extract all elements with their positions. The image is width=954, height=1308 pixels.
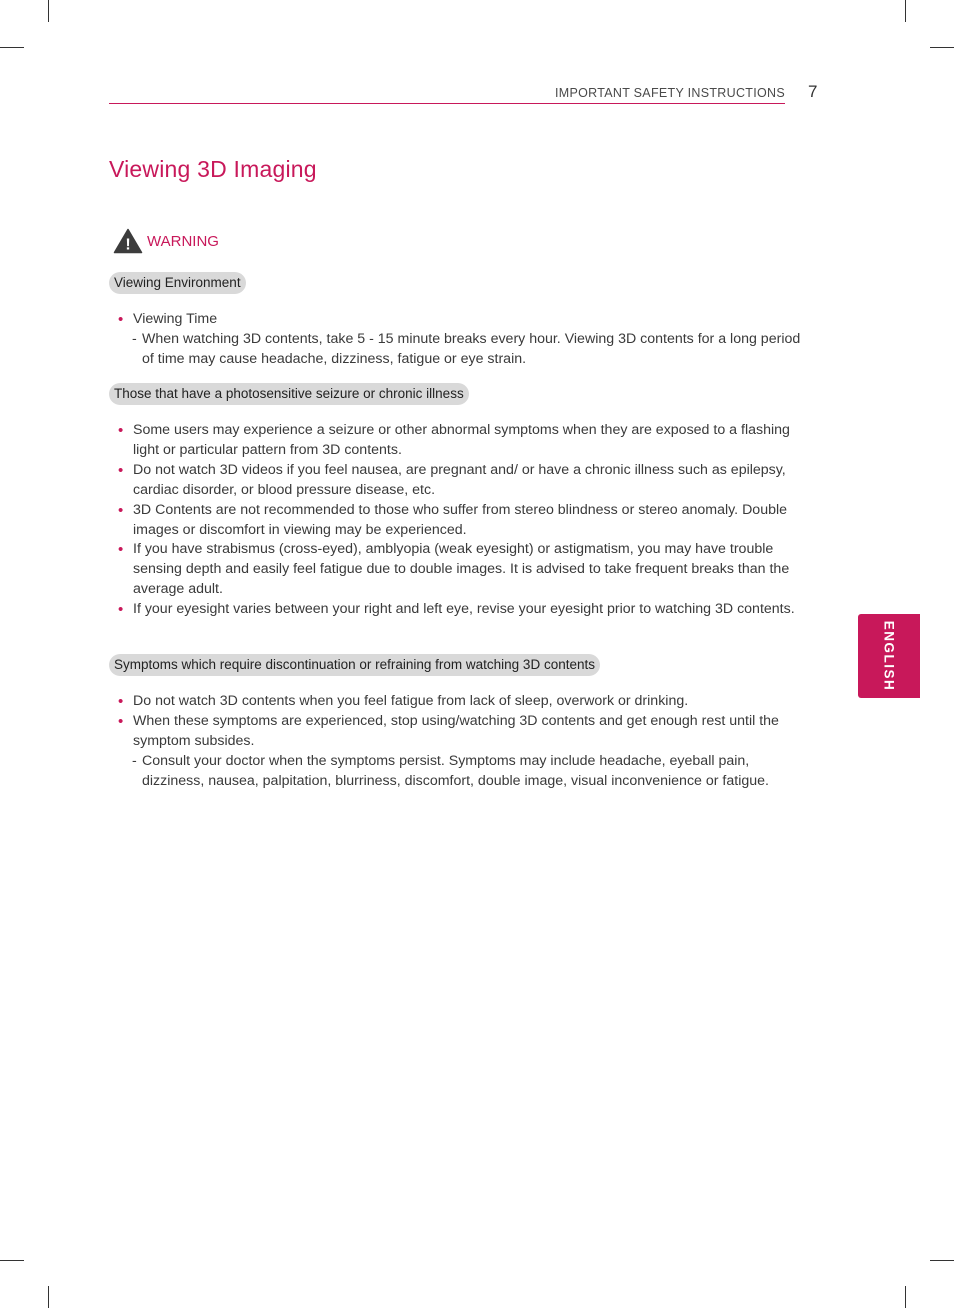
list-item — [118, 712, 813, 752]
sub-item — [133, 330, 813, 370]
bullet-icon: • — [118, 693, 124, 710]
list-item — [118, 501, 813, 541]
sub-item — [133, 752, 813, 792]
crop-mark — [48, 0, 49, 22]
list-item — [118, 421, 813, 461]
crop-mark — [48, 1286, 49, 1308]
language-tab-label: ENGLISH — [881, 620, 897, 692]
section-heading-symptoms: Symptoms which require discontinuation or refraining from watching 3D contents — [109, 654, 600, 676]
warning-exclamation: ! — [125, 236, 131, 254]
page-number: 7 — [808, 82, 818, 101]
section-list-viewing-environment — [118, 310, 813, 370]
language-tab — [858, 614, 920, 698]
dash-marker: - — [132, 330, 137, 347]
sub-item-text: Consult your doctor when the symptoms persist. Symptoms may include headache, eyeball pain, dizziness, nausea, palpitation, blurriness, discomfort, double image, visual inconvenience or fatigue. — [142, 752, 769, 789]
list-item-text: Viewing Time — [133, 311, 218, 327]
page-title: Viewing 3D Imaging — [109, 156, 317, 182]
crop-mark — [930, 47, 954, 48]
bullet-icon: • — [118, 712, 124, 730]
crop-mark — [0, 47, 24, 48]
list-item-text: 3D Contents are not recommended to those who suffer from stereo blindness or stereo anomaly. Double images or discomfort in viewing may be experienced. — [133, 501, 788, 538]
list-item-text: If your eyesight varies between your right and left eye, revise your eyesight prior to watching 3D contents. — [133, 601, 795, 618]
section-heading-photosensitive: Those that have a photosensitive seizure or chronic illness — [109, 383, 469, 405]
crop-mark — [905, 1286, 906, 1308]
list-item-text: Some users may experience a seizure or other abnormal symptoms when they are exposed to a flashing light or particular pattern from 3D contents. — [133, 422, 790, 458]
crop-mark — [930, 1260, 954, 1261]
bullet-icon: • — [118, 541, 124, 559]
bullet-icon: • — [118, 601, 124, 619]
header-rule — [109, 103, 785, 104]
running-header: IMPORTANT SAFETY INSTRUCTIONS — [554, 86, 785, 100]
bullet-icon: • — [118, 311, 124, 328]
list-item — [118, 600, 813, 620]
list-item-text: Do not watch 3D contents when you feel fatigue from lack of sleep, overwork or drinking. — [133, 693, 689, 709]
crop-mark — [905, 0, 906, 22]
list-item — [118, 540, 813, 600]
list-item — [118, 692, 813, 712]
warning-label: WARNING — [147, 233, 219, 250]
section-heading-viewing-environment: Viewing Environment — [109, 272, 246, 294]
sub-item-text: When watching 3D contents, take 5 - 15 minute breaks every hour. Viewing 3D contents for a long period of time may cause headache, dizziness, fatigue or eye strain. — [142, 330, 801, 367]
list-item-text: Do not watch 3D videos if you feel nausea, are pregnant and/ or have a chronic illness such as epilepsy, cardiac disorder, or blood pressure disease, etc. — [133, 461, 786, 498]
list-item-text: If you have strabismus (cross-eyed), amblyopia (weak eyesight) or astigmatism, you may have trouble sensing depth and easily feel fatigue due to double images. It is advised to take frequent breaks than the average adult. — [133, 541, 790, 598]
warning-triangle-icon — [113, 228, 143, 254]
bullet-icon: • — [118, 501, 124, 519]
crop-mark — [0, 1260, 24, 1261]
list-item — [118, 461, 813, 501]
section-list-photosensitive — [118, 421, 813, 620]
bullet-icon: • — [118, 461, 124, 479]
bullet-icon: • — [118, 422, 124, 439]
list-item-text: When these symptoms are experienced, stop using/watching 3D contents and get enough rest until the symptom subsides. — [133, 712, 779, 749]
dash-marker: - — [132, 752, 137, 769]
list-item — [118, 310, 813, 330]
section-list-symptoms — [118, 692, 813, 792]
